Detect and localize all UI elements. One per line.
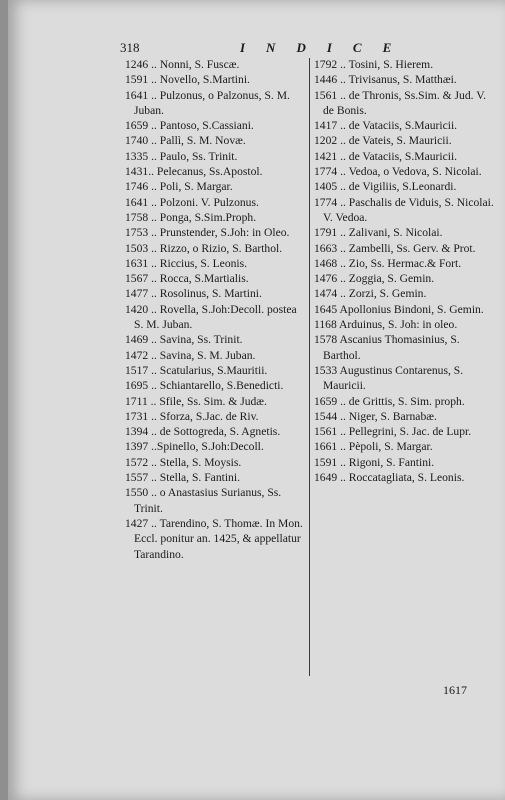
index-entry: 1517 .. Scatularius, S.Mauritii.	[125, 363, 268, 377]
index-entry: 1663 .. Zambelli, Ss. Gerv. & Prot.	[314, 241, 476, 255]
index-entry: 1561 .. de Thronis, Ss.Sim. & Jud. V. de Bonis.	[314, 88, 487, 117]
index-entry: 1774 .. Vedoa, o Vedova, S. Nicolai.	[314, 165, 482, 179]
book-page	[8, 0, 505, 800]
index-entry: 1659 .. de Grittis, S. Sim. proph.	[314, 394, 465, 408]
index-entry: 1503 .. Rizzo, o Rizio, S. Barthol.	[125, 241, 283, 255]
index-column-right	[314, 57, 497, 485]
index-entry: 1557 .. Stella, S. Fantini.	[125, 471, 240, 485]
index-entry: 1335 .. Paulo, Ss. Trinit.	[125, 149, 238, 163]
index-entry: 1791 .. Zalivani, S. Nicolai.	[314, 226, 443, 240]
index-entry: 1202 .. de Vateis, S. Mauricii.	[314, 134, 452, 148]
index-entry: 1561 .. Pellegrini, S. Jac. de Lupr.	[314, 425, 472, 439]
index-entry: 1421 .. de Vataciis, S.Mauricii.	[314, 149, 458, 163]
index-entry: 1746 .. Poli, S. Margar.	[125, 180, 233, 194]
index-entry: 1659 .. Pantoso, S.Cassiani.	[125, 119, 254, 133]
running-header	[120, 40, 505, 56]
index-entry: 1474 .. Zorzi, S. Gemin.	[314, 287, 427, 301]
index-entry: 1397 ..Spinello, S.Joh:Decoll.	[125, 440, 264, 454]
index-entry: 1168 Arduinus, S. Joh: in oleo.	[314, 318, 458, 332]
index-entry: 1446 .. Trivisanus, S. Matthæi.	[314, 73, 457, 87]
index-entry: 1661 .. Pèpoli, S. Margar.	[314, 440, 433, 454]
index-entry: 1567 .. Rocca, S.Martialis.	[125, 272, 249, 286]
index-entry: 1578 Ascanius Thomasinius, S. Barthol.	[314, 333, 460, 362]
index-entry: 1477 .. Rosolinus, S. Martini.	[125, 287, 262, 301]
index-entry: 1740 .. Pallì, S. M. Novæ.	[125, 134, 246, 148]
index-entry: 1641 .. Polzoni. V. Pulzonus.	[125, 195, 259, 209]
column-divider	[309, 58, 310, 676]
index-entry: 1394 .. de Sottogreda, S. Agnetis.	[125, 425, 281, 439]
index-entry: 1533 Augustinus Contarenus, S. Mauricii.	[314, 363, 464, 393]
index-entry: 1792 .. Tosini, S. Hierem.	[314, 58, 434, 71]
index-entry: 1246 .. Nonni, S. Fuscæ.	[125, 58, 240, 71]
index-entry: 1431.. Pelecanus, Ss.Apostol.	[125, 165, 263, 179]
index-entry: 1550 .. o Anastasius Surianus, Ss. Trinit.	[125, 486, 282, 515]
index-entry: 1544 .. Niger, S. Barnabæ.	[314, 409, 437, 423]
index-entry: 1591 .. Rigoni, S. Fantini.	[314, 455, 435, 469]
index-entry: 1758 .. Ponga, S.Sim.Proph.	[125, 210, 257, 224]
index-entry: 1695 .. Schiantarello, S.Benedicti.	[125, 379, 284, 393]
index-entry: 1774 .. Paschalis de Viduis, S. Nicolai. V. Vedoa.	[314, 195, 494, 224]
index-entry: 1476 .. Zoggia, S. Gemin.	[314, 272, 435, 286]
index-entry: 1417 .. de Vataciis, S.Mauricii.	[314, 119, 458, 133]
index-entry: 1649 .. Roccatagliata, S. Leonis.	[314, 471, 465, 485]
index-entry: 1753 .. Prunstender, S.Joh: in Oleo.	[125, 226, 290, 240]
index-entry: 1591 .. Novello, S.Martini.	[125, 73, 250, 87]
index-column-left	[125, 57, 305, 562]
index-entry: 1405 .. de Vigiliis, S.Leonardi.	[314, 180, 457, 194]
index-entry: 1645 Apollonius Bindoni, S. Gemin.	[314, 302, 484, 316]
index-entry: 1469 .. Savina, Ss. Trinit.	[125, 333, 243, 347]
index-entry: 1468 .. Zio, Ss. Hermac.& Fort.	[314, 256, 462, 270]
index-entry: 1711 .. Sfile, Ss. Sim. & Judæ.	[125, 394, 267, 408]
index-entry: 1427 .. Tarendino, S. Thomæ. In Mon. Eccl. ponitur an. 1425, & appellatur Tarandino.	[125, 516, 303, 561]
index-entry: 1631 .. Riccius, S. Leonis.	[125, 256, 248, 270]
running-title: INDICE	[240, 40, 413, 55]
index-entry: 1420 .. Rovella, S.Joh:Decoll. postea S. M. Juban.	[125, 302, 297, 332]
index-entry: 1731 .. Sforza, S.Jac. de Riv.	[125, 409, 259, 423]
index-entry: 1472 .. Savina, S. M. Juban.	[125, 348, 256, 362]
catchword: 1617	[443, 683, 467, 697]
index-entry: 1572 .. Stella, S. Moysis.	[125, 455, 242, 469]
page-number: 318	[120, 40, 140, 55]
index-entry: 1641 .. Pulzonus, o Palzonus, S. M. Juban.	[125, 88, 290, 117]
